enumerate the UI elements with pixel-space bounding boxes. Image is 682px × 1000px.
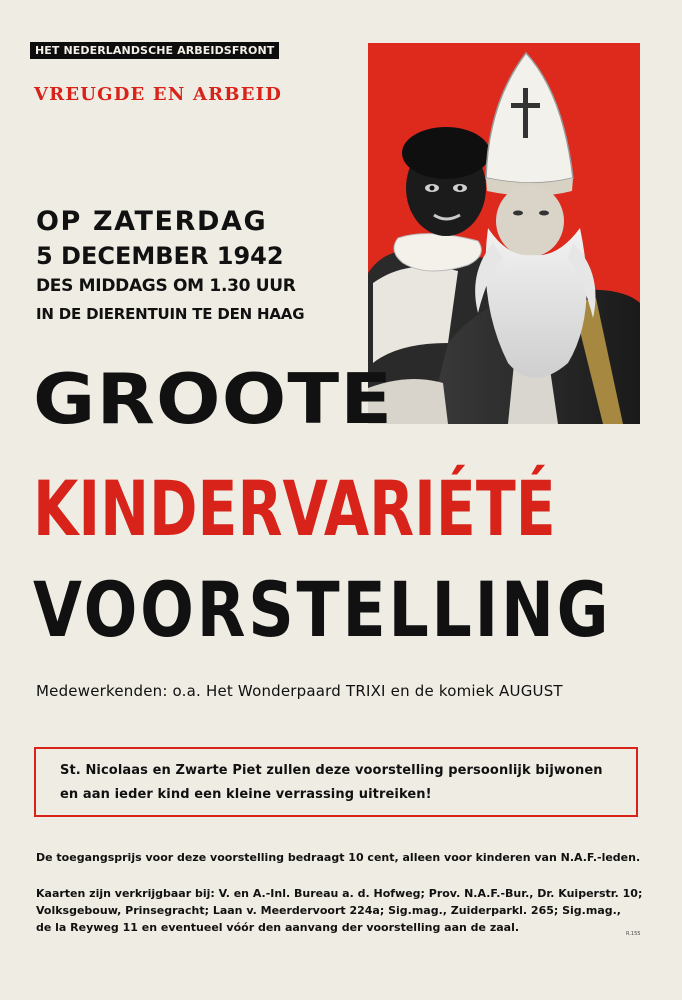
- event-details: [36, 205, 304, 326]
- tickets-line-3: de la Reyweg 11 en eventueel vóór den aanvang der voorstelling aan de zaal.: [36, 921, 520, 934]
- tickets-line-2: Volksgebouw, Prinsegracht; Laan v. Meerdervoort 224a; Sig.mag., Zuiderparkl. 265; Sig.mag.,: [36, 904, 621, 917]
- organisation-banner: HET NEDERLANDSCHE ARBEIDSFRONT: [30, 42, 279, 59]
- event-day: OP ZATERDAG: [36, 206, 268, 237]
- photo-sinterklaas-zwarte-piet: [368, 43, 640, 424]
- photo-illustration: [368, 43, 640, 424]
- event-location: IN DE DIERENTUIN TE DEN HAAG: [36, 305, 305, 323]
- ticket-outlets: [36, 885, 656, 936]
- performers-line: Medewerkenden: o.a. Het Wonderpaard TRIXI en de komiek AUGUST: [36, 682, 563, 700]
- admission-fee: De toegangsprijs voor deze voorstelling bedraagt 10 cent, alleen voor kinderen van N.A.F.-leden.: [36, 851, 641, 864]
- print-code: R.155: [626, 931, 641, 937]
- headline-kindervariete: KINDERVARIÉTÉ: [33, 465, 556, 554]
- notice-line-2: en aan ieder kind een kleine verrassing uitreiken!: [60, 787, 432, 802]
- tickets-line-1: Kaarten zijn verkrijgbaar bij: V. en A.-Inl. Bureau a. d. Hofweg; Prov. N.A.F.-Bur., Dr. Kuiperstr. 10;: [36, 887, 643, 900]
- notice-line-1: St. Nicolaas en Zwarte Piet zullen deze voorstelling persoonlijk bijwonen: [60, 763, 603, 778]
- event-time: DES MIDDAGS OM 1.30 UUR: [36, 276, 296, 296]
- sinterklaas-notice-box: [34, 747, 638, 817]
- headline-voorstelling: VOORSTELLING: [33, 566, 612, 655]
- headline-groote: GROOTE: [33, 359, 394, 440]
- subtitle: VREUGDE EN ARBEID: [34, 84, 283, 105]
- event-date: 5 DECEMBER 1942: [36, 242, 284, 270]
